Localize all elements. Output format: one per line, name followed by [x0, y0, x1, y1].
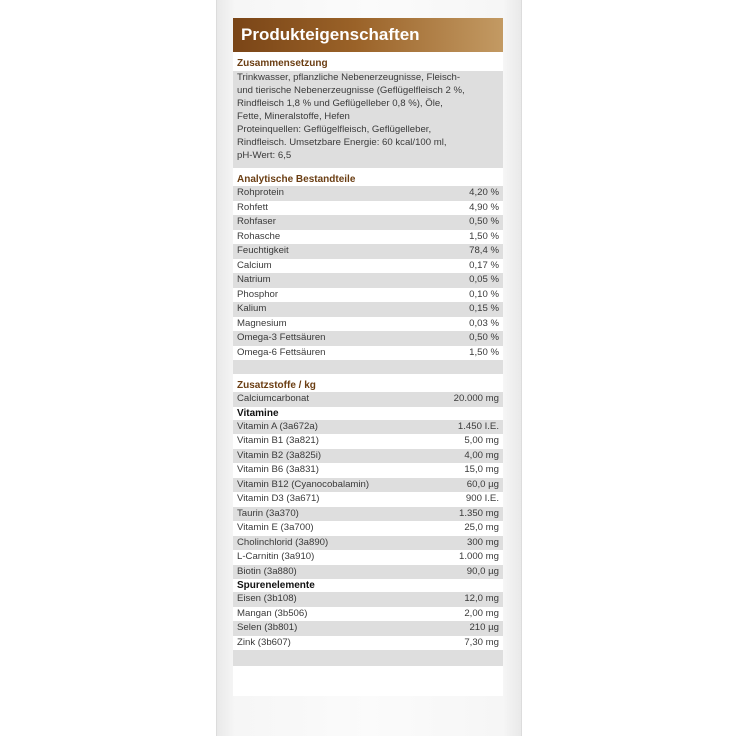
table-row: [233, 302, 503, 317]
table-row: [233, 492, 503, 507]
trace-elements-table: [233, 592, 503, 650]
table-row: [233, 331, 503, 346]
row-label: Biotin (3a880): [237, 565, 297, 577]
composition-line: Rindfleisch 1,8 % und Geflügelleber 0,8 %), Öle,: [237, 98, 443, 109]
row-label: Cholinchlorid (3a890): [237, 536, 329, 548]
table-row: [233, 621, 503, 636]
row-label: Zink (3b607): [237, 636, 291, 648]
vitamins-heading: Vitamine: [237, 407, 279, 419]
row-value: 7,30 mg: [464, 636, 499, 648]
row-label: Omega-3 Fettsäuren: [237, 332, 326, 343]
table-row: [233, 463, 503, 478]
row-label: Feuchtigkeit: [237, 245, 289, 256]
composition-section: [233, 57, 503, 168]
table-row: [233, 201, 503, 216]
table-row: [233, 273, 503, 288]
analytical-heading: Analytische Bestandteile: [237, 174, 356, 185]
row-value: 4,90 %: [469, 201, 499, 213]
row-label: Phosphor: [237, 288, 279, 300]
row-label: Vitamin B12 (Cyanocobalamin): [237, 478, 370, 490]
row-value: 0,15 %: [469, 303, 499, 314]
trace-elements-heading: Spurenelemente: [237, 580, 315, 591]
row-label: Vitamin B1 (3a821): [237, 435, 319, 446]
composition-text: [233, 71, 503, 168]
table-row: [233, 346, 503, 361]
row-value: 300 mg: [467, 536, 499, 548]
row-value: 1.000 mg: [458, 551, 499, 562]
row-value: 20.000 mg: [453, 393, 499, 404]
composition-line: Proteinquellen: Geflügelfleisch, Geflügelleber,: [237, 124, 432, 135]
row-label: Selen (3b801): [237, 622, 298, 633]
table-row: [233, 288, 503, 303]
row-label: Vitamin A (3a672a): [237, 420, 318, 432]
row-label: Vitamin D3 (3a671): [237, 493, 320, 504]
row-value: 0,50 %: [469, 332, 499, 343]
row-label: Vitamin E (3a700): [237, 522, 314, 533]
additives-heading: Zusatzstoffe / kg: [237, 380, 316, 391]
row-value: 5,00 mg: [464, 435, 499, 446]
divider: [233, 360, 503, 374]
divider: [233, 650, 503, 666]
row-value: 15,0 mg: [464, 464, 499, 475]
row-value: 210 µg: [469, 622, 499, 633]
row-value: 1,50 %: [469, 346, 499, 358]
row-value: 0,03 %: [469, 317, 499, 329]
row-value: 0,10 %: [469, 288, 499, 300]
table-row: [233, 636, 503, 651]
row-value: 0,05 %: [469, 274, 499, 285]
row-value: 12,0 mg: [464, 593, 499, 604]
table-row: [233, 230, 503, 245]
table-row: [233, 536, 503, 551]
row-label: Rohfaser: [237, 216, 276, 227]
composition-heading: Zusammensetzung: [237, 58, 328, 69]
row-label: Taurin (3a370): [237, 507, 299, 519]
row-label: Magnesium: [237, 317, 287, 329]
page-title: Produkteigenschaften: [233, 18, 503, 52]
table-row: [233, 244, 503, 259]
row-label: Natrium: [237, 274, 271, 285]
table-row: [233, 259, 503, 274]
table-row: [233, 420, 503, 435]
composition-line: Trinkwasser, pflanzliche Nebenerzeugnisse, Fleisch-: [237, 72, 461, 83]
table-row: [233, 434, 503, 449]
row-value: 60,0 µg: [466, 478, 499, 490]
composition-line: Rindfleisch. Umsetzbare Energie: 60 kcal/100 ml,: [237, 137, 447, 148]
row-label: Rohasche: [237, 230, 281, 242]
row-label: Vitamin B2 (3a825i): [237, 449, 322, 461]
composition-line: Fette, Mineralstoffe, Hefen: [237, 111, 350, 122]
properties-panel: [233, 18, 503, 696]
row-value: 1.450 I.E.: [457, 420, 499, 432]
table-row: [233, 550, 503, 565]
table-row: [233, 215, 503, 230]
analytical-section: [233, 173, 503, 374]
vitamins-table: [233, 420, 503, 580]
row-label: L-Carnitin (3a910): [237, 551, 315, 562]
table-row: [233, 521, 503, 536]
table-row: [233, 607, 503, 622]
row-value: 1,50 %: [469, 230, 499, 242]
row-value: 25,0 mg: [464, 522, 499, 533]
additives-section: [233, 379, 503, 666]
composition-line: pH-Wert: 6,5: [237, 150, 292, 161]
row-value: 1.350 mg: [458, 507, 499, 519]
row-label: Omega-6 Fettsäuren: [237, 346, 326, 358]
row-value: 0,50 %: [469, 216, 499, 227]
table-row: [233, 592, 503, 607]
row-label: Rohprotein: [237, 187, 284, 198]
row-label: Vitamin B6 (3a831): [237, 464, 319, 475]
row-label: Mangan (3b506): [237, 607, 308, 619]
row-label: Calciumcarbonat: [237, 393, 309, 404]
analytical-table: [233, 186, 503, 360]
table-row: [233, 449, 503, 464]
composition-line: und tierische Nebenerzeugnisse (Geflügelfleisch 2 %,: [237, 85, 465, 96]
row-value: 2,00 mg: [464, 607, 499, 619]
table-row: [233, 186, 503, 201]
row-label: Kalium: [237, 303, 267, 314]
row-value: 4,20 %: [469, 187, 499, 198]
row-value: 78,4 %: [469, 245, 499, 256]
row-value: 900 I.E.: [465, 493, 499, 504]
row-label: Calcium: [237, 259, 272, 271]
table-row: [233, 478, 503, 493]
row-value: 0,17 %: [469, 259, 499, 271]
row-value: 90,0 µg: [466, 565, 499, 577]
table-row: [233, 565, 503, 580]
table-row: [233, 392, 503, 407]
table-row: [233, 317, 503, 332]
additives-table: [233, 392, 503, 407]
row-label: Eisen (3b108): [237, 593, 297, 604]
row-label: Rohfett: [237, 201, 268, 213]
row-value: 4,00 mg: [464, 449, 499, 461]
table-row: [233, 507, 503, 522]
